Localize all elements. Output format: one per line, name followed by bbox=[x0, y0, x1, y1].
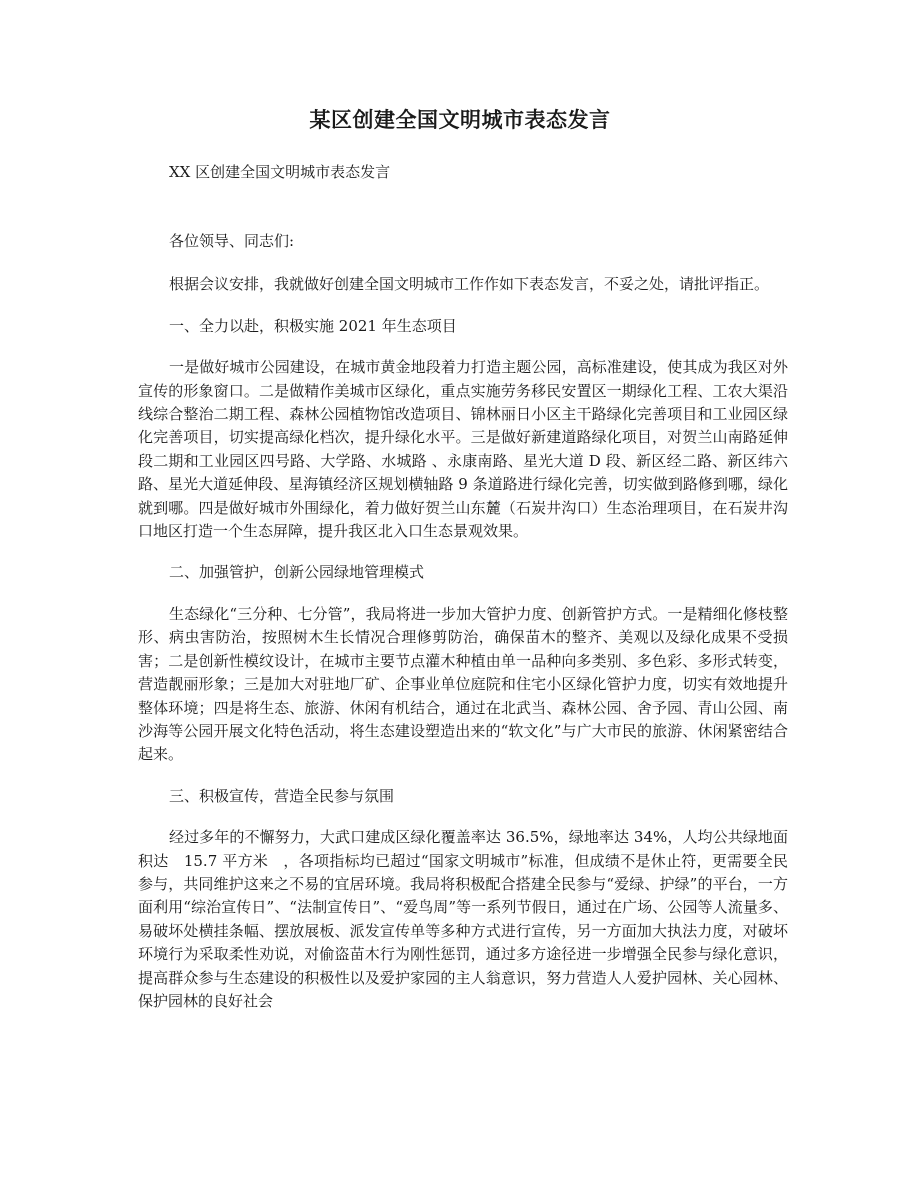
document-body bbox=[138, 230, 788, 1031]
document-title: 某区创建全国文明城市表态发言 bbox=[309, 107, 611, 132]
section-heading: 二、加强管护，创新公园绿地管理模式 bbox=[169, 563, 425, 582]
salutation: 各位领导、同志们: bbox=[169, 232, 295, 250]
section-paragraph: 经过多年的不懈努力，大武口建成区绿化覆盖率达 36.5%，绿地率达 34%，人均公共绿地面积达 15.7 平方米 ，各项指标均已超过“国家文明城市”标准，但成绩不是休止符，更需要全民参与，共同维护这来之不易的宜居环境。我局将积极配合搭建全民参与“爱绿、护绿”的平台，一方面利用“综治宣传日”、“法制宣传日”、“爱鸟周”等一系列节假日，通过在广场、公园等人流量多、易破坏处横挂条幅、摆放展板、派发宣传单等多种方式进行宣传，另一方面加大执法力度，对破坏环境行为采取柔性劝说，对偷盗苗木行为刚性惩罚，通过多方途径进一步增强全民参与绿化意识，提高群众参与生态建设的积极性以及爱护家园的主人翁意识，努力营造人人爱护园林、关心园林、保护园林的良好社会 bbox=[138, 828, 788, 1010]
document-subtitle: XX 区创建全国文明城市表态发言 bbox=[169, 163, 391, 181]
intro-paragraph: 根据会议安排，我就做好创建全国文明城市工作作如下表态发言，不妥之处，请批评指正。 bbox=[169, 275, 770, 294]
section-heading: 一、全力以赴，积极实施 2021 年生态项目 bbox=[169, 316, 457, 335]
section-paragraph: 一是做好城市公园建设，在城市黄金地段着力打造主题公园，高标准建设，使其成为我区对外宣传的形象窗口。二是做精作美城市区绿化，重点实施劳务移民安置区一期绿化工程、工农大渠沿线综合整治二期工程、森林公园植物馆改造项目、锦林丽日小区主干路绿化完善项目和工业园区绿化完善项目，切实提高绿化档次，提升绿化水平。三是做好新建道路绿化项目，对贺兰山南路延伸段二期和工业园区四号路、大学路、水城路 、永康南路、星光大道 D 段、新区经二路、新区纬六路、星光大道延伸段、星海镇经济区规划横轴路 9 条道路进行绿化完善，切实做到路修到哪，绿化就到哪。四是做好城市外围绿化，着力做好贺兰山东麓（石炭井沟口）生态治理项目，在石炭井沟口地区打造一个生态屏障，提升我区北入口生态景观效果。 bbox=[138, 358, 788, 541]
section-heading: 三、积极宣传，营造全民参与氛围 bbox=[169, 786, 395, 805]
section-paragraph: 生态绿化“三分种、七分管”，我局将进一步加大管护力度、创新管护方式。一是精细化修枝整形、病虫害防治，按照树木生长情况合理修剪防治，确保苗木的整齐、美观以及绿化成果不受损害；二是创新性模纹设计，在城市主要节点灌木种植由单一品种向多类别、多色彩、多形式转变，营造靓丽形象；三是加大对驻地厂矿、企事业单位庭院和住宅小区绿化管护力度，切实有效地提升整体环境；四是将生态、旅游、休闲有机结合，通过在北武当、森林公园、舍予园、青山公园、南沙海等公园开展文化特色活动，将生态建设塑造出来的“软文化”与广大市民的旅游、休闲紧密结合起来。 bbox=[138, 604, 788, 764]
